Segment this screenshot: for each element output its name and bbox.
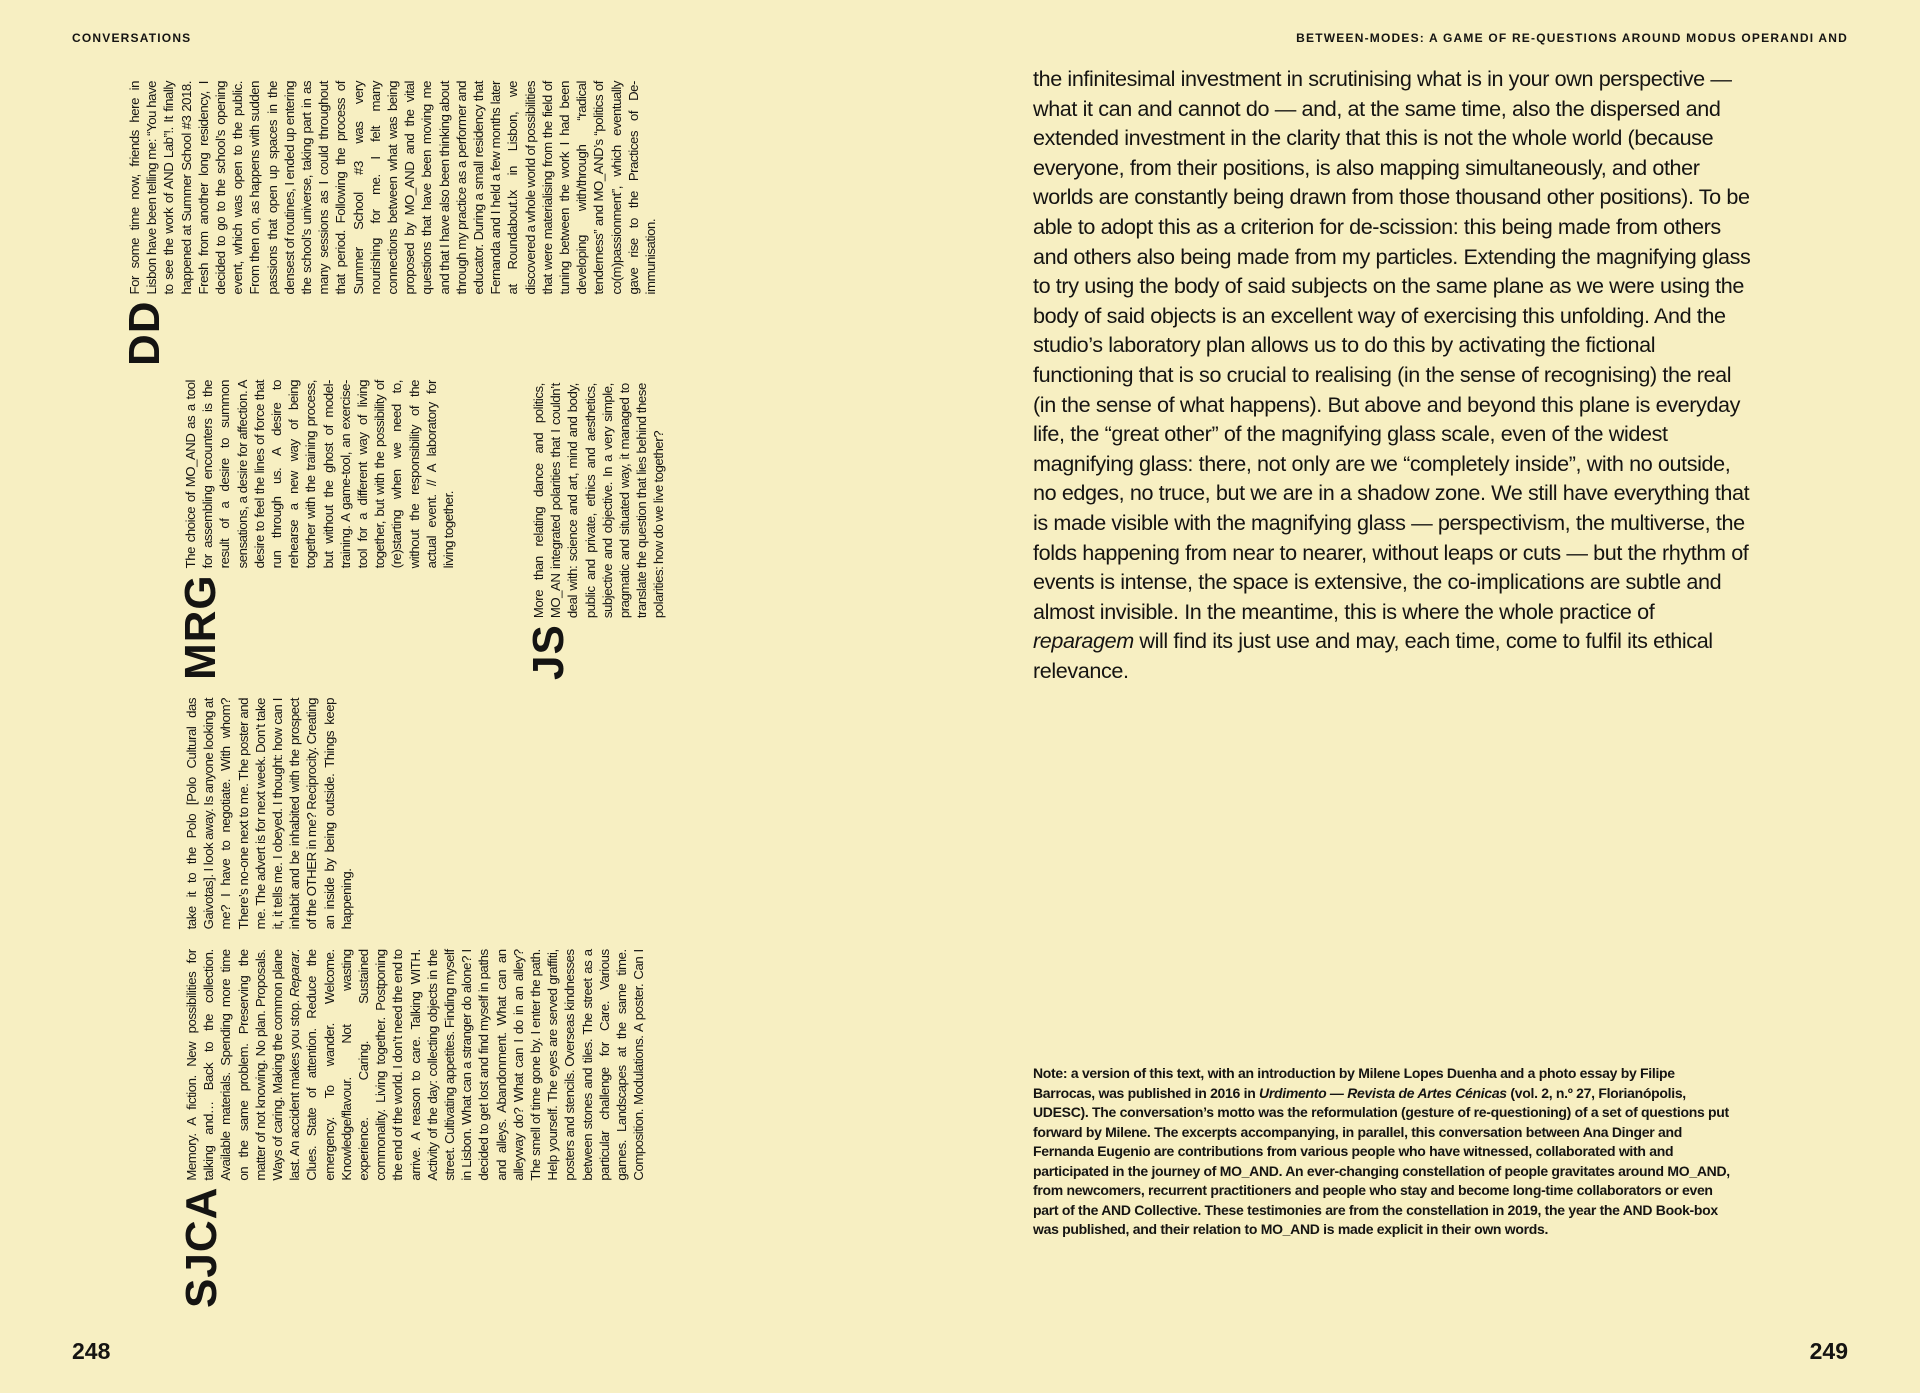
footnote	[1033, 1064, 1733, 1240]
testimony-initials: DD	[120, 300, 169, 366]
testimony-text-part: . Clues. State of attention. Reduce the emergency. To wander. Welcome. Knowledge/flavour. Not wasting experience. Caring. Sustained commonality. Living together. Postponing the end of the world. I don’t need the end to arrive. A reason to care. Talking WITH. Activity of the day: collecting objects in the street. Cultivating appetites. Finding myself in Lisbon. What can a stranger do alone? I decided to get lost and find myself in paths and alleys. Abandonment. What can an alleyway do? What can I do in an alley? The smell of time gone by. I enter the path. Help yourself. The eyes are served graffiti, posters and stencils. Overseas kindnesses between stones and tiles. The street as a particular challenge for Care. Various games. Landscapes at the same time. Composition. Modulations. A poster. Can I take it to the Polo [Polo Cultural das Gaivotas]. I look away. Is anyone looking at me? I have to negotiate. With whom? There’s no-one next to me. The poster and me. The advert is for next week. Don’t take it, it tells me. I obeyed. I thought: how can I inhabit and be inhabited with the prospect of the OTHER in me? Reciprocity. Creating an inside by being outside. Things keep happening.	[184, 698, 647, 1181]
note-text-part: (vol. 2, n.º 27, Florianópolis, UDESC). The conversation’s motto was the reformulation (gesture of re-questioning) of a set of questions put forward by Milene. The excerpts accompanying, in parallel, this conversation between Ana Dinger and Fernanda Eugenio are contributions from various people who have witnessed, collaborated with and participated in the journey of MO_AND. An ever-changing constellation of people gravitates around MO_AND, from newcomers, recurrent practitioners and people who stay and become long-time collaborators or even part of the AND Collective. These testimonies are from the constellation in 2019, the year the AND Book-box was published, and their relation to MO_AND is made explicit in their own words.	[1033, 1084, 1730, 1237]
testimony-js	[524, 380, 760, 680]
testimony-initials: MRG	[176, 574, 225, 680]
right-page	[960, 0, 1920, 1393]
testimony-text: More than relating dance and politics, MO_AN integrated polarities that I couldn’t deal with: science and art, mind and body, public and private, ethics and aesthetics, subjective and objective. In a very simple, pragmatic and situated way, it managed to translate the question that lies behind these polarities: how do we live together?	[531, 383, 667, 619]
testimony-mrg	[176, 380, 512, 680]
note-text-part: Note: a version of this text, with an introduction by Milene Lopes Duenha and a photo essay by Filipe Barrocas, was published in 2016 in	[1033, 1065, 1675, 1101]
testimony-italic-term: Reparar	[287, 952, 303, 998]
body-text-part: the infinitesimal investment in scrutinising what is in your own perspective — what it can and cannot do — and, at the same time, also the dispersed and extended investment in the clarity that this is not the whole world (because everyone, from their positions, is also mapping simultaneously, and other worlds are constantly being drawn from those thousand other positions). To be able to adopt this as a criterion for de-scission: this being made from others and others also being made from my particles. Extending the magnifying glass to try using the body of said subjects on the same plane as we were using the body of said objects is an excellent way of exercising this unfolding. And the studio’s laboratory plan allows us to do this by activating the fictional functioning that is so crucial to realising (in the sense of recognising) the real (in the sense of what happens). But above and beyond this plane is everyday life, the “great other” of the magnifying glass scale, even of the widest magnifying glass: there, not only are we “completely inside”, with no outside, no edges, no truce, but we are in a shadow zone. We still have everything that is made visible with the magnifying glass — perspectivism, the multiverse, the folds happening from near to nearer, without leaps or cuts — but the rhythm of events is intense, the space is extensive, the co-implications are subtle and almost invisible. In the meantime, this is where the whole practice of	[1033, 66, 1751, 624]
main-body-text	[1033, 64, 1753, 685]
body-text-part: will find its just use and may, each time, come to fulfil its ethical relevance.	[1033, 628, 1713, 683]
page-number-right: 249	[1809, 1338, 1848, 1364]
testimony-text-part: Memory. A fiction. New possibilities for talking and… Back to the collection. Available materials. Spending more time on the same problem. Preserving the matter of not knowing. No plan. Proposals. Ways of caring. Making the common plane last. An accident makes you stop.	[184, 949, 303, 1181]
testimony-dd	[120, 81, 826, 366]
testimony-text	[183, 698, 663, 1181]
testimony-initials: SJCA	[177, 1186, 226, 1308]
running-head-right: BETWEEN-MODES: A GAME OF RE-QUESTIONS AROUND MODUS OPERANDI AND	[1296, 31, 1848, 45]
page-number-left: 248	[72, 1338, 111, 1364]
note-journal-title: Urdimento — Revista de Artes Cénicas	[1259, 1084, 1507, 1101]
testimony-text: For some time now, friends here in Lisbon have been telling me: “You have to see the work of AND Lab”!. It finally happened at Summer School #3 2018. Fresh from another long residency, I decided to go to the school’s opening event, which was open to the public. From then on, as happens with sudden passions that open up spaces in the densest of routines, I ended up entering the school’s universe, taking part in as many sessions as I could throughout that period. Following the process of Summer School #3 was very nourishing for me. I felt many connections between what was being proposed by MO_AND and the vital questions that have been moving me and that I have also been thinking about through my practice as a performer and educator. During a small residency that Fernanda and I held a few months later at Roundabout.lx in Lisbon, we discovered a whole world of possibilities that were materialising from the field of tuning between the work I had been developing with/through “radical tenderness” and MO_AND’s “politics of co(m)passionment”, which eventually gave rise to the Practices of De-immunisation.	[127, 81, 659, 295]
testimony-sjca	[177, 698, 663, 1308]
body-italic-term: reparagem	[1033, 628, 1134, 654]
testimony-initials: JS	[524, 624, 573, 680]
running-head-left: CONVERSATIONS	[72, 31, 192, 45]
testimony-text: The choice of MO_AND as a tool for assembling encounters is the result of a desire to summon sensations, a desire for affection. A desire to feel the lines of force that run through us. A desire to rehearse a new way of being together with the training process, but without the ghost of model-training. A game-tool, an exercise-tool for a different way of living together, but with the possibility of (re)starting when we need to, without the responsibility of the actual event. // A laboratory for living together.	[183, 380, 457, 569]
